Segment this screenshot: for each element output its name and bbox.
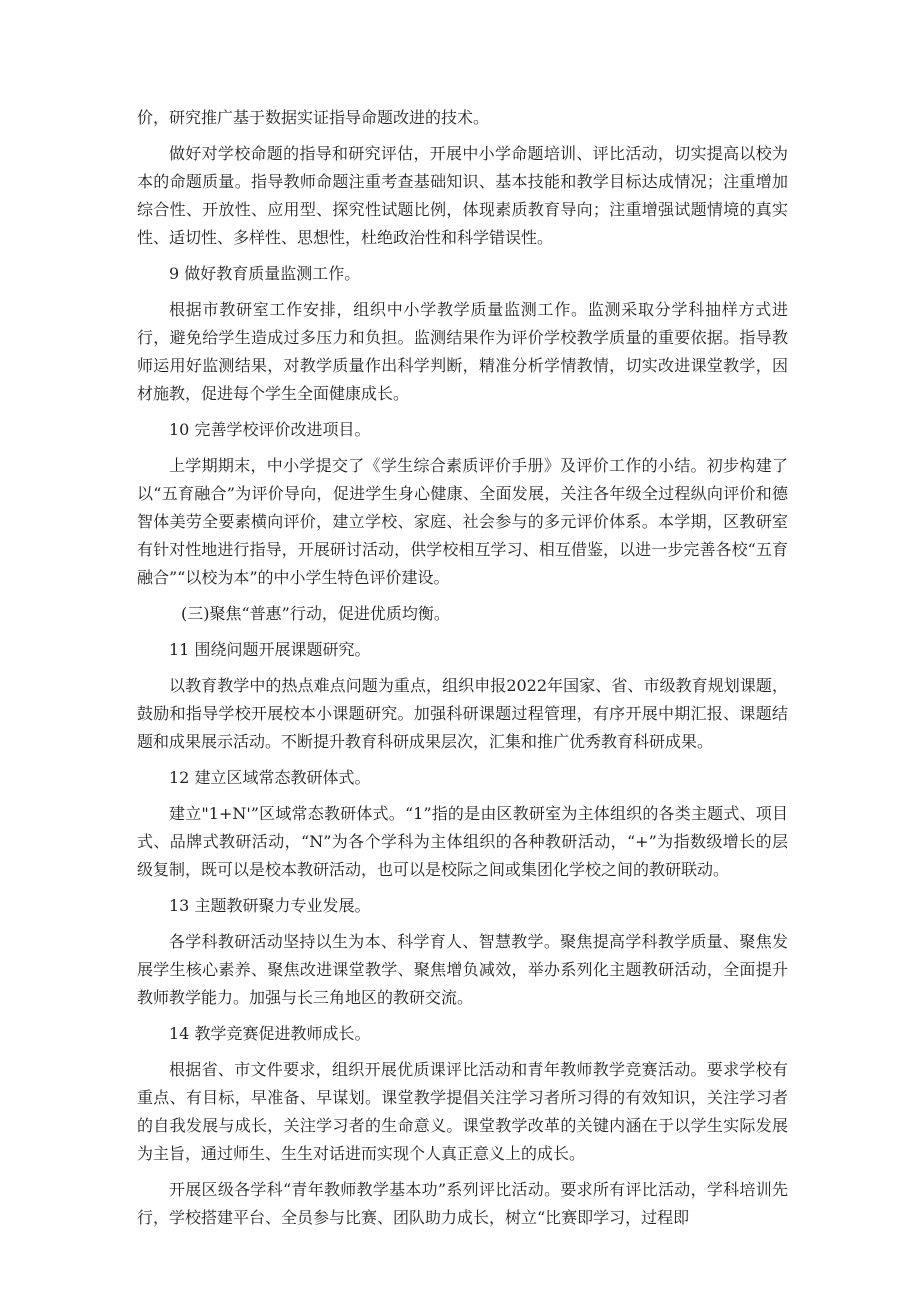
paragraph-teaching-competition: 根据省、市文件要求，组织开展优质课评比活动和青年教师教学竞赛活动。要求学校有重点、有目标，早准备、早谋划。课堂教学提倡关注学习者所习得的有效知识，关注学习者的自我发展与成长，关注学习者的生命意义。课堂教学改革的关键内涵在于以学生实际发展为主旨，通过师生、生生对话进而实现个人真正意义上的成长。 bbox=[137, 1060, 788, 1163]
heading-item-14: 14 教学竞赛促进教师成长。 bbox=[169, 1024, 371, 1043]
heading-item-11: 11 围绕问题开展课题研究。 bbox=[169, 640, 371, 659]
paragraph-continuation: 价，研究推广基于数据实证指导命题改进的技术。 bbox=[137, 108, 490, 127]
paragraph-school-evaluation: 上学期期末，中小学提交了《学生综合素质评价手册》及评价工作的小结。初步构建了以“五育融合”为评价导向，促进学生身心健康、全面发展，关注各年级全过程纵向评价和德智体美劳全要素横向评价，建立学校、家庭、社会参与的多元评价体系。本学期，区教研室有针对性地进行指导，开展研讨活动，供学校相互学习、相互借鉴，以进一步完善各校“五育融合”“以校为本”的中小学生特色评价建设。 bbox=[137, 456, 788, 587]
paragraph-research-topics: 以教育教学中的热点难点问题为重点，组织申报2022年国家、省、市级教育规划课题，鼓励和指导学校开展校本小课题研究。加强科研课题过程管理，有序开展中期汇报、课题结题和成果展示活动。不断提升教育科研成果层次，汇集和推广优秀教育科研成果。 bbox=[137, 676, 788, 751]
heading-item-10: 10 完善学校评价改进项目。 bbox=[169, 420, 371, 439]
paragraph-quality-monitoring: 根据市教研室工作安排，组织中小学教学质量监测工作。监测采取分学科抽样方式进行，避免给学生造成过多压力和负担。监测结果作为评价学校教学质量的重要依据。指导教师运用好监测结果，对教学质量作出科学判断，精准分析学情教情，切实改进课堂教学，因材施教，促进每个学生全面健康成长。 bbox=[137, 300, 788, 403]
heading-item-12: 12 建立区域常态教研体式。 bbox=[169, 768, 371, 787]
paragraph-basic-skills-contest: 开展区级各学科“青年教师教学基本功”系列评比活动。要求所有评比活动，学科培训先行，学校搭建平台、全员参与比赛、团队助力成长，树立“比赛即学习，过程即 bbox=[137, 1180, 788, 1227]
document-body bbox=[137, 104, 788, 1240]
section-heading-3: (三)聚焦“普惠”行动，促进优质均衡。 bbox=[181, 604, 450, 623]
heading-item-13: 13 主题教研聚力专业发展。 bbox=[169, 896, 371, 915]
heading-item-9: 9 做好教育质量监测工作。 bbox=[169, 264, 361, 283]
paragraph-exam-guidance: 做好对学校命题的指导和研究评估，开展中小学命题培训、评比活动，切实提高以校为本的命题质量。指导教师命题注重考查基础知识、基本技能和教学目标达成情况；注重增加综合性、开放性、应用型、探究性试题比例，体现素质教育导向；注重增强试题情境的真实性、适切性、多样性、思想性，杜绝政治性和科学错误性。 bbox=[137, 144, 788, 247]
paragraph-thematic-research: 各学科教研活动坚持以生为本、科学育人、智慧教学。聚焦提高学科教学质量、聚焦发展学生核心素养、聚焦改进课堂教学、聚焦增负减效，举办系列化主题教研活动，全面提升教师教学能力。加强与长三角地区的教研交流。 bbox=[137, 932, 788, 1007]
paragraph-teaching-research-model: 建立"1+N'”区域常态教研体式。“1”指的是由区教研室为主体组织的各类主题式、项目式、品牌式教研活动，“N”为各个学科为主体组织的各种教研活动，“+”为指数级增长的层级复制，既可以是校本教研活动，也可以是校际之间或集团化学校之间的教研联动。 bbox=[137, 804, 788, 879]
